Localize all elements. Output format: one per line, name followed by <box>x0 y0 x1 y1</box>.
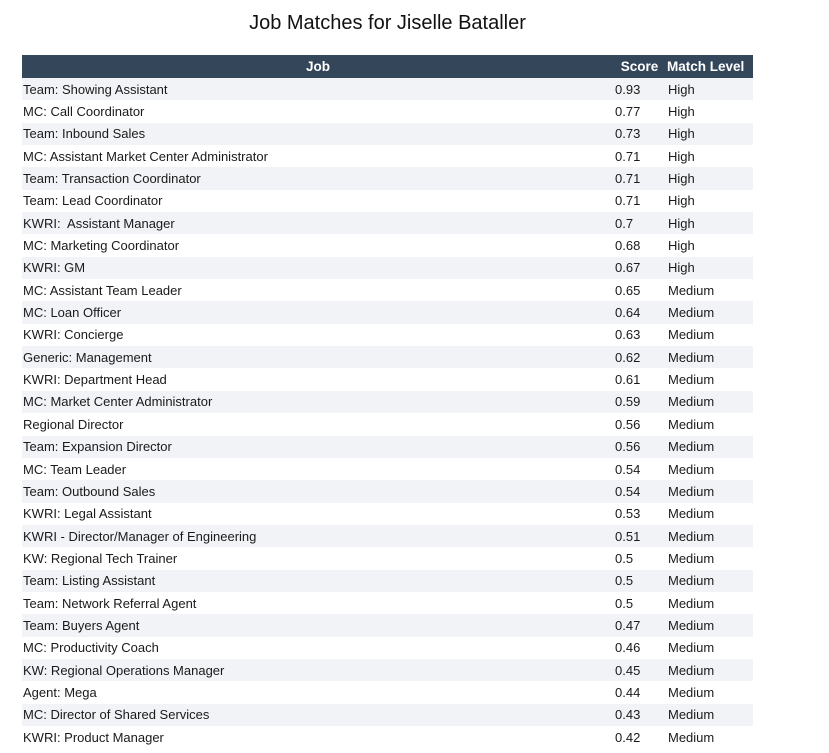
cell-score: 0.54 <box>615 461 641 477</box>
table-row <box>22 503 753 525</box>
cell-match-level: Medium <box>668 684 715 700</box>
table-row <box>22 346 753 368</box>
cell-score: 0.44 <box>615 684 641 700</box>
cell-match-level: Medium <box>668 550 715 566</box>
cell-match-level: Medium <box>668 327 715 343</box>
cell-job: MC: Team Leader <box>23 461 127 477</box>
cell-job: Generic: Management <box>23 349 152 365</box>
cell-score: 0.71 <box>615 171 641 187</box>
table-row <box>22 123 753 145</box>
cell-match-level: Medium <box>668 662 715 678</box>
cell-match-level: Medium <box>668 394 715 410</box>
cell-score: 0.47 <box>615 617 641 633</box>
cell-match-level: Medium <box>668 595 715 611</box>
table-row <box>22 704 753 726</box>
cell-job: Team: Outbound Sales <box>23 483 156 499</box>
table-row <box>22 368 753 390</box>
cell-score: 0.68 <box>615 238 641 254</box>
table-row <box>22 681 753 703</box>
table-row <box>22 614 753 636</box>
page-title: Job Matches for Jiselle Bataller <box>249 12 526 34</box>
cell-score: 0.93 <box>615 81 641 97</box>
cell-score: 0.65 <box>615 282 641 298</box>
cell-job: KW: Regional Tech Trainer <box>23 550 178 566</box>
cell-score: 0.56 <box>615 416 641 432</box>
cell-match-level: Medium <box>668 305 715 321</box>
cell-job: Team: Showing Assistant <box>23 81 168 97</box>
cell-score: 0.51 <box>615 528 641 544</box>
cell-match-level: Medium <box>668 349 715 365</box>
table-row <box>22 570 753 592</box>
cell-match-level: High <box>668 260 695 276</box>
cell-score: 0.62 <box>615 349 641 365</box>
table-row <box>22 190 753 212</box>
cell-score: 0.42 <box>615 729 641 745</box>
cell-job: MC: Productivity Coach <box>23 640 159 656</box>
cell-job: KW: Regional Operations Manager <box>23 662 225 678</box>
cell-score: 0.5 <box>615 573 634 589</box>
cell-score: 0.5 <box>615 550 634 566</box>
cell-match-level: Medium <box>668 729 715 745</box>
cell-score: 0.56 <box>615 439 641 455</box>
cell-job: MC: Loan Officer <box>23 305 122 321</box>
cell-score: 0.7 <box>615 215 634 231</box>
table-row <box>22 100 753 122</box>
cell-job: Team: Lead Coordinator <box>23 193 163 209</box>
cell-match-level: High <box>668 193 695 209</box>
cell-score: 0.77 <box>615 104 641 120</box>
cell-score: 0.64 <box>615 305 641 321</box>
cell-job: Team: Inbound Sales <box>23 126 146 142</box>
cell-score: 0.5 <box>615 595 634 611</box>
table-row <box>22 659 753 681</box>
cell-score: 0.73 <box>615 126 641 142</box>
cell-job: Team: Listing Assistant <box>23 573 156 589</box>
cell-match-level: Medium <box>668 573 715 589</box>
column-header-job: Job <box>305 59 330 74</box>
table-row <box>22 726 753 748</box>
cell-job: Regional Director <box>23 416 124 432</box>
column-header-score: Score <box>620 59 659 74</box>
cell-score: 0.71 <box>615 193 641 209</box>
cell-match-level: Medium <box>668 483 715 499</box>
job-matches-table <box>22 55 753 748</box>
table-row <box>22 458 753 480</box>
cell-score: 0.43 <box>615 707 641 723</box>
cell-match-level: High <box>668 104 695 120</box>
table-row <box>22 257 753 279</box>
cell-job: KWRI: Assistant Manager <box>23 215 175 231</box>
cell-match-level: Medium <box>668 528 715 544</box>
cell-job: KWRI - Director/Manager of Engineering <box>23 528 257 544</box>
cell-job: KWRI: Concierge <box>23 327 124 343</box>
cell-job: KWRI: Department Head <box>23 372 167 388</box>
table-row <box>22 234 753 256</box>
cell-job: MC: Market Center Administrator <box>23 394 213 410</box>
table-row <box>22 637 753 659</box>
table-row <box>22 480 753 502</box>
table-header <box>22 55 753 78</box>
cell-match-level: Medium <box>668 282 715 298</box>
cell-score: 0.53 <box>615 506 641 522</box>
table-row <box>22 78 753 100</box>
cell-match-level: Medium <box>668 506 715 522</box>
cell-job: MC: Director of Shared Services <box>23 707 210 723</box>
cell-match-level: High <box>668 148 695 164</box>
table-row <box>22 436 753 458</box>
cell-match-level: High <box>668 126 695 142</box>
cell-match-level: High <box>668 171 695 187</box>
table-row <box>22 167 753 189</box>
cell-match-level: High <box>668 238 695 254</box>
cell-match-level: Medium <box>668 416 715 432</box>
cell-score: 0.61 <box>615 372 641 388</box>
cell-job: Agent: Mega <box>23 684 97 700</box>
cell-match-level: Medium <box>668 640 715 656</box>
table-row <box>22 324 753 346</box>
cell-match-level: High <box>668 81 695 97</box>
column-header-match-level: Match Level <box>667 59 745 74</box>
cell-job: MC: Assistant Market Center Administrator <box>23 148 268 164</box>
cell-job: MC: Call Coordinator <box>23 104 145 120</box>
table-row <box>22 391 753 413</box>
table-row <box>22 413 753 435</box>
table-row <box>22 279 753 301</box>
cell-match-level: High <box>668 215 695 231</box>
cell-job: Team: Expansion Director <box>23 439 172 455</box>
cell-job: Team: Transaction Coordinator <box>23 171 201 187</box>
table-row <box>22 547 753 569</box>
cell-score: 0.67 <box>615 260 641 276</box>
table-row <box>22 525 753 547</box>
table-row <box>22 212 753 234</box>
cell-score: 0.63 <box>615 327 641 343</box>
cell-score: 0.71 <box>615 148 641 164</box>
cell-job: Team: Network Referral Agent <box>23 595 197 611</box>
cell-score: 0.46 <box>615 640 641 656</box>
cell-match-level: Medium <box>668 372 715 388</box>
cell-job: KWRI: GM <box>23 260 86 276</box>
cell-match-level: Medium <box>668 617 715 633</box>
table-row <box>22 592 753 614</box>
cell-score: 0.45 <box>615 662 641 678</box>
cell-job: KWRI: Legal Assistant <box>23 506 152 522</box>
table-row <box>22 301 753 323</box>
cell-job: MC: Marketing Coordinator <box>23 238 180 254</box>
cell-score: 0.59 <box>615 394 641 410</box>
cell-score: 0.54 <box>615 483 641 499</box>
table-body <box>22 78 753 748</box>
cell-job: MC: Assistant Team Leader <box>23 282 182 298</box>
cell-job: KWRI: Product Manager <box>23 729 164 745</box>
cell-job: Team: Buyers Agent <box>23 617 140 633</box>
table-row <box>22 145 753 167</box>
cell-match-level: Medium <box>668 461 715 477</box>
cell-match-level: Medium <box>668 439 715 455</box>
cell-match-level: Medium <box>668 707 715 723</box>
